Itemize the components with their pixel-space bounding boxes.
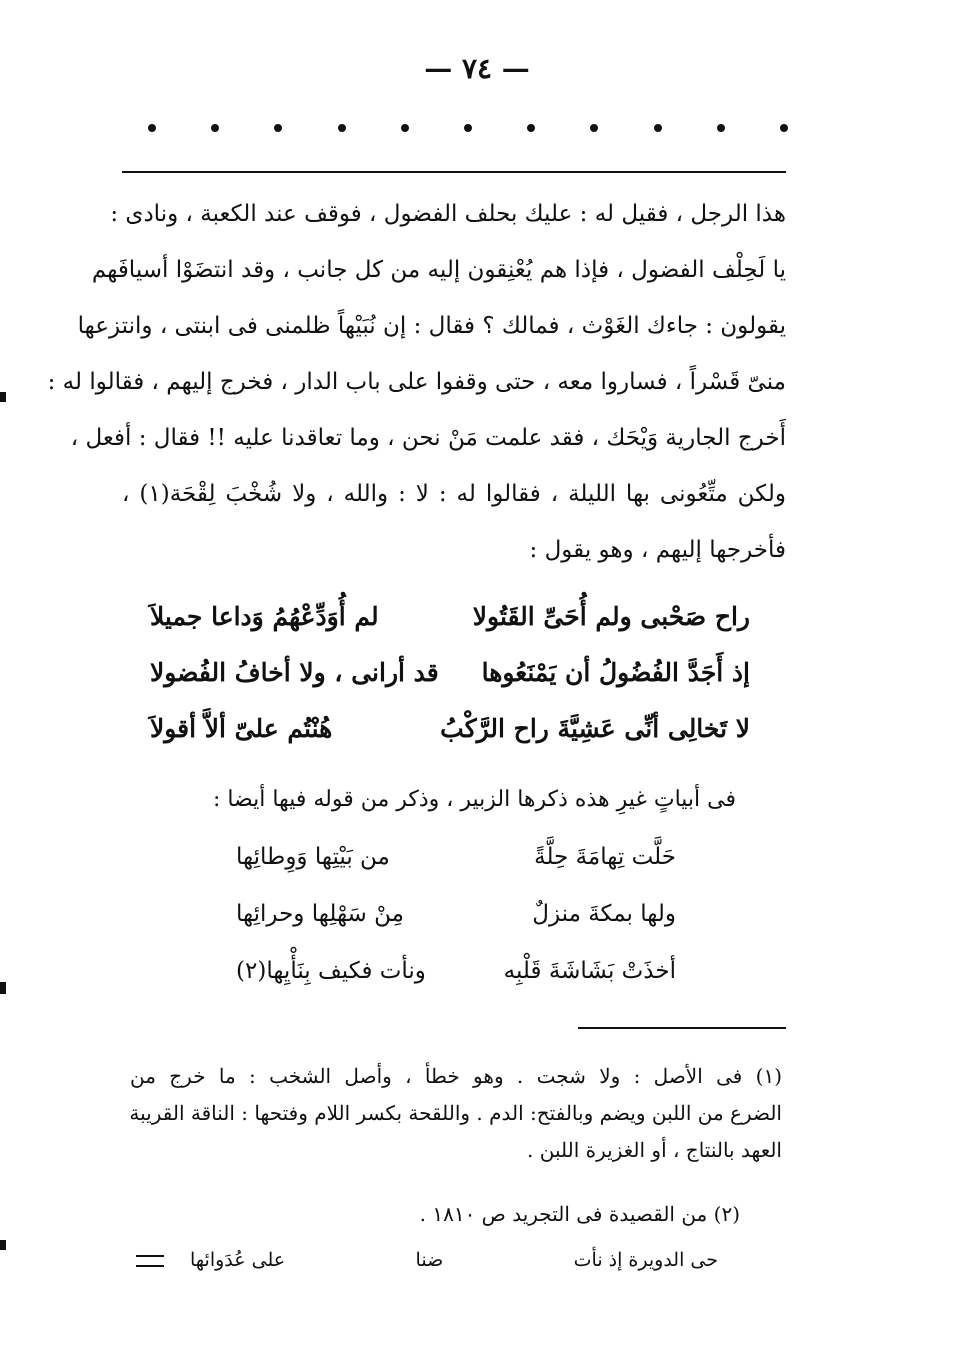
verse-first-hemistich: ولها بمكةَ منزلٌ — [532, 900, 676, 927]
verse-first-hemistich: أخذَتْ بَشَاشَةَ قَلْبِه — [503, 957, 676, 984]
page-number: — ٧٤ — — [424, 52, 530, 85]
ornament-dot — [717, 124, 725, 132]
footnote-2: (٢) من القصيدة فى التجريد ص ١٨١٠ . — [419, 1202, 740, 1226]
scan-margin-mark — [0, 982, 6, 994]
verse-first-hemistich: إذ أَجَدَّ الفُضُولُ أن يَمْنَعُوها — [481, 657, 750, 687]
footnote-line: العهد بالنتاج ، أو الغزيرة اللبن . — [527, 1138, 782, 1162]
ornament-dot — [338, 124, 346, 132]
ornament-dot — [211, 124, 219, 132]
verse-second-hemistich: مِنْ سَهْلِها وحرائِها — [236, 900, 404, 927]
verse-row — [236, 828, 676, 885]
footnote-1 — [130, 1058, 782, 1169]
verse-first-hemistich: راح صَحْبى ولم أُحَىِّ القَتُولا — [472, 601, 750, 631]
verse-row — [236, 942, 676, 999]
header-rule — [122, 171, 786, 173]
footnote-line: الضرع من اللبن ويضم وبالفتح: الدم . واللقحة بكسر اللام وفتحها : الناقة القريبة — [129, 1101, 782, 1125]
body-paragraph — [47, 186, 786, 578]
verse-second-hemistich: هُنْتُم علىّ ألاَّ أقولاَ — [150, 713, 333, 743]
footnote-line: (١) فى الأصل : ولا شجت . وهو خطأ ، وأصل الشخب : ما خرج من — [130, 1064, 782, 1088]
verse-row — [150, 588, 750, 644]
verse-row — [236, 885, 676, 942]
ornament-dot — [590, 124, 598, 132]
prose-line: ولكن متِّعُونى بها الليلة ، فقالوا له : لا : والله ، ولا شُخْبَ لِقْحَة(١) ، — [122, 481, 786, 507]
prose-line: أَخرج الجارية وَيْحَك ، فقد علمت مَنْ نحن ، وما تعاقدنا عليه !! فقال : أفعل ، — [70, 425, 786, 451]
verse-second-hemistich: ونأت فكيف بِنَأْيِها(٢) — [236, 957, 426, 984]
ornament-dot — [780, 124, 788, 132]
verse-second-hemistich: من بَيْتِها وَوِطائِها — [236, 843, 390, 870]
poem-intro: فى أبياتٍ غيرِ هذه ذكرها الزبير ، وذكر من قوله فيها أيضا : — [212, 787, 736, 812]
poem-1 — [150, 588, 750, 756]
ornament-dot — [148, 124, 156, 132]
footnote-rule — [578, 1027, 786, 1029]
footnote-verse-part: حى الدويرة إذ نأت — [573, 1249, 718, 1271]
continuation-mark — [136, 1255, 164, 1267]
ornament-dot — [274, 124, 282, 132]
prose-line: هذا الرجل ، فقيل له : عليك بحلف الفضول ، فوقف عند الكعبة ، ونادى : — [110, 201, 786, 227]
verse-first-hemistich: حَلَّت تِهامَةَ حِلَّةً — [534, 843, 676, 870]
verse-row — [150, 644, 750, 700]
ornament-dot — [527, 124, 535, 132]
verse-first-hemistich: لا تَخالِى أنِّى عَشِيَّةَ راح الرَّكْبُ — [440, 713, 750, 743]
ornament-dot — [654, 124, 662, 132]
prose-line: فأخرجها إليهم ، وهو يقول : — [529, 537, 786, 563]
scan-margin-mark — [0, 1240, 6, 1250]
prose-line: يقولون : جاءك الغَوْث ، فمالك ؟ فقال : إن نُبَيْهاً ظلمنى فى ابنتى ، وانتزعها — [77, 313, 786, 339]
prose-line: منىّ قَسْراً ، فساروا معه ، حتى وقفوا على باب الدار ، فخرج إليهم ، فقالوا له : — [47, 369, 786, 395]
ornament-dot — [401, 124, 409, 132]
ornament-dot — [464, 124, 472, 132]
footnote-verse-part: ضنا — [415, 1249, 444, 1271]
footnote-verse-part: على عُدَوائها — [190, 1249, 286, 1271]
scan-margin-mark — [0, 392, 6, 402]
verse-second-hemistich: قد أرانى ، ولا أخافُ الفُضولا — [150, 657, 439, 687]
footnote-verse — [190, 1240, 718, 1280]
verse-row — [150, 700, 750, 756]
poem-2 — [236, 828, 676, 999]
verse-second-hemistich: لم أُوَدِّعْهُمُ وَداعا جميلاَ — [150, 601, 379, 631]
ornament-dots — [148, 124, 788, 132]
prose-line: يا لَحِلْف الفضول ، فإذا هم يُعْنِقون إليه من كل جانب ، وقد انتضَوْا أسيافَهم — [91, 257, 786, 283]
